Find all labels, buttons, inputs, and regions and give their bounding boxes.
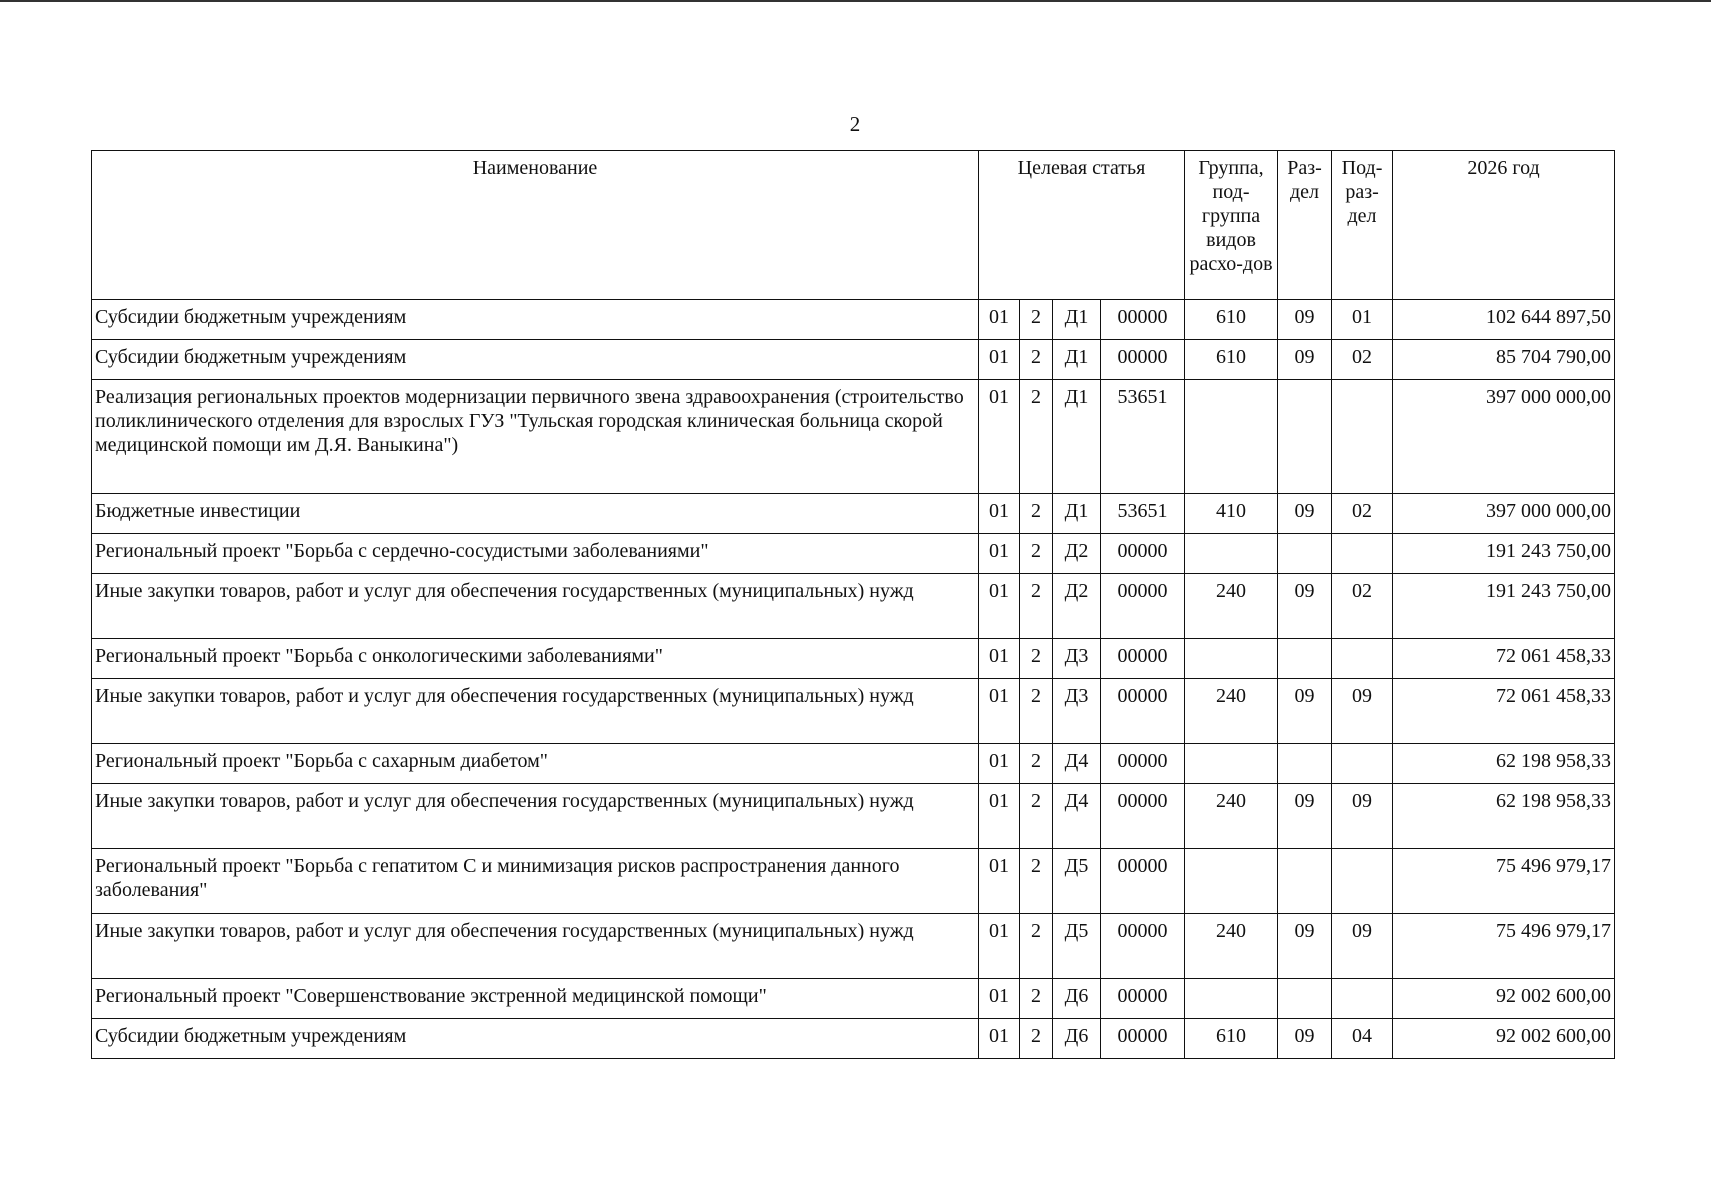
target-subprogram: 2 — [1020, 784, 1053, 849]
section: 09 — [1278, 1019, 1332, 1059]
subsection — [1332, 380, 1393, 494]
subsection: 09 — [1332, 914, 1393, 979]
target-direction: 00000 — [1101, 574, 1185, 639]
subsection: 02 — [1332, 574, 1393, 639]
expense-group — [1185, 849, 1278, 914]
target-program: 01 — [979, 914, 1020, 979]
expense-group: 240 — [1185, 784, 1278, 849]
target-project: Д4 — [1053, 784, 1101, 849]
section — [1278, 744, 1332, 784]
section: 09 — [1278, 340, 1332, 380]
section: 09 — [1278, 494, 1332, 534]
subsection: 09 — [1332, 784, 1393, 849]
page-number: 2 — [849, 112, 861, 136]
target-project: Д5 — [1053, 849, 1101, 914]
target-program: 01 — [979, 979, 1020, 1019]
expense-group: 240 — [1185, 574, 1278, 639]
table-header-row — [92, 151, 1615, 300]
target-project: Д1 — [1053, 340, 1101, 380]
amount-2026: 397 000 000,00 — [1393, 380, 1615, 494]
budget-table — [91, 150, 1615, 1059]
target-subprogram: 2 — [1020, 534, 1053, 574]
amount-2026: 72 061 458,33 — [1393, 679, 1615, 744]
row-name: Региональный проект "Борьба с гепатитом С и минимизация рисков распространения данного заболевания" — [92, 849, 979, 914]
header-group: Группа, под-группа видов расхо-дов — [1185, 151, 1278, 300]
target-direction: 00000 — [1101, 1019, 1185, 1059]
target-subprogram: 2 — [1020, 639, 1053, 679]
row-name: Региональный проект "Совершенствование экстренной медицинской помощи" — [92, 979, 979, 1019]
subsection — [1332, 639, 1393, 679]
amount-2026: 191 243 750,00 — [1393, 534, 1615, 574]
target-project: Д5 — [1053, 914, 1101, 979]
target-subprogram: 2 — [1020, 340, 1053, 380]
subsection — [1332, 979, 1393, 1019]
amount-2026: 85 704 790,00 — [1393, 340, 1615, 380]
target-subprogram: 2 — [1020, 679, 1053, 744]
target-direction: 00000 — [1101, 534, 1185, 574]
target-subprogram: 2 — [1020, 300, 1053, 340]
target-direction: 00000 — [1101, 679, 1185, 744]
amount-2026: 191 243 750,00 — [1393, 574, 1615, 639]
target-project: Д2 — [1053, 534, 1101, 574]
section — [1278, 849, 1332, 914]
amount-2026: 75 496 979,17 — [1393, 914, 1615, 979]
target-subprogram: 2 — [1020, 574, 1053, 639]
target-direction: 00000 — [1101, 639, 1185, 679]
expense-group: 610 — [1185, 1019, 1278, 1059]
target-program: 01 — [979, 574, 1020, 639]
section — [1278, 380, 1332, 494]
target-program: 01 — [979, 849, 1020, 914]
amount-2026: 72 061 458,33 — [1393, 639, 1615, 679]
target-direction: 00000 — [1101, 979, 1185, 1019]
target-subprogram: 2 — [1020, 744, 1053, 784]
target-program: 01 — [979, 639, 1020, 679]
row-name: Иные закупки товаров, работ и услуг для обеспечения государственных (муниципальных) нужд — [92, 574, 979, 639]
section: 09 — [1278, 300, 1332, 340]
target-program: 01 — [979, 784, 1020, 849]
expense-group — [1185, 639, 1278, 679]
target-program: 01 — [979, 494, 1020, 534]
row-name: Иные закупки товаров, работ и услуг для обеспечения государственных (муниципальных) нужд — [92, 784, 979, 849]
scan-top-border — [0, 0, 1711, 2]
target-direction: 53651 — [1101, 494, 1185, 534]
table-row — [92, 639, 1615, 679]
amount-2026: 102 644 897,50 — [1393, 300, 1615, 340]
table-row — [92, 914, 1615, 979]
target-program: 01 — [979, 300, 1020, 340]
target-program: 01 — [979, 1019, 1020, 1059]
amount-2026: 62 198 958,33 — [1393, 744, 1615, 784]
section: 09 — [1278, 574, 1332, 639]
row-name: Субсидии бюджетным учреждениям — [92, 300, 979, 340]
expense-group: 410 — [1185, 494, 1278, 534]
table-row — [92, 679, 1615, 744]
row-name: Субсидии бюджетным учреждениям — [92, 1019, 979, 1059]
target-direction: 00000 — [1101, 914, 1185, 979]
target-project: Д2 — [1053, 574, 1101, 639]
amount-2026: 75 496 979,17 — [1393, 849, 1615, 914]
section — [1278, 979, 1332, 1019]
target-project: Д3 — [1053, 679, 1101, 744]
target-project: Д3 — [1053, 639, 1101, 679]
target-project: Д4 — [1053, 744, 1101, 784]
expense-group — [1185, 979, 1278, 1019]
table-row — [92, 849, 1615, 914]
expense-group: 240 — [1185, 679, 1278, 744]
header-subsection: Под-раз-дел — [1332, 151, 1393, 300]
section: 09 — [1278, 679, 1332, 744]
amount-2026: 397 000 000,00 — [1393, 494, 1615, 534]
section: 09 — [1278, 914, 1332, 979]
amount-2026: 62 198 958,33 — [1393, 784, 1615, 849]
target-program: 01 — [979, 534, 1020, 574]
row-name: Региональный проект "Борьба с сахарным диабетом" — [92, 744, 979, 784]
target-project: Д1 — [1053, 300, 1101, 340]
table-row — [92, 784, 1615, 849]
target-subprogram: 2 — [1020, 849, 1053, 914]
target-program: 01 — [979, 679, 1020, 744]
expense-group — [1185, 380, 1278, 494]
target-direction: 53651 — [1101, 380, 1185, 494]
subsection — [1332, 849, 1393, 914]
header-name: Наименование — [92, 151, 979, 300]
table-row — [92, 534, 1615, 574]
table-row — [92, 494, 1615, 534]
expense-group — [1185, 744, 1278, 784]
amount-2026: 92 002 600,00 — [1393, 1019, 1615, 1059]
target-subprogram: 2 — [1020, 979, 1053, 1019]
table-row — [92, 979, 1615, 1019]
target-program: 01 — [979, 744, 1020, 784]
target-direction: 00000 — [1101, 849, 1185, 914]
table-row — [92, 574, 1615, 639]
expense-group: 240 — [1185, 914, 1278, 979]
target-program: 01 — [979, 380, 1020, 494]
row-name: Субсидии бюджетным учреждениям — [92, 340, 979, 380]
expense-group: 610 — [1185, 340, 1278, 380]
target-direction: 00000 — [1101, 340, 1185, 380]
row-name: Бюджетные инвестиции — [92, 494, 979, 534]
target-project: Д1 — [1053, 494, 1101, 534]
table-row — [92, 380, 1615, 494]
table-row — [92, 1019, 1615, 1059]
row-name: Региональный проект "Борьба с онкологическими заболеваниями" — [92, 639, 979, 679]
row-name: Реализация региональных проектов модернизации первичного звена здравоохранения (строительство поликлинического отделения для взрослых ГУЗ "Тульская городская клиническая больница скорой медицинской помощи им Д.Я. Ваныкина") — [92, 380, 979, 494]
table-row — [92, 744, 1615, 784]
subsection: 02 — [1332, 494, 1393, 534]
target-project: Д1 — [1053, 380, 1101, 494]
table-row — [92, 300, 1615, 340]
subsection — [1332, 744, 1393, 784]
target-project: Д6 — [1053, 1019, 1101, 1059]
target-direction: 00000 — [1101, 784, 1185, 849]
row-name: Региональный проект "Борьба с сердечно-сосудистыми заболеваниями" — [92, 534, 979, 574]
header-year: 2026 год — [1393, 151, 1615, 300]
amount-2026: 92 002 600,00 — [1393, 979, 1615, 1019]
section — [1278, 534, 1332, 574]
section — [1278, 639, 1332, 679]
header-section: Раз-дел — [1278, 151, 1332, 300]
target-program: 01 — [979, 340, 1020, 380]
subsection: 02 — [1332, 340, 1393, 380]
section: 09 — [1278, 784, 1332, 849]
header-target: Целевая статья — [979, 151, 1185, 300]
target-subprogram: 2 — [1020, 494, 1053, 534]
table-row — [92, 340, 1615, 380]
subsection: 01 — [1332, 300, 1393, 340]
row-name: Иные закупки товаров, работ и услуг для обеспечения государственных (муниципальных) нужд — [92, 914, 979, 979]
target-subprogram: 2 — [1020, 1019, 1053, 1059]
target-direction: 00000 — [1101, 744, 1185, 784]
expense-group — [1185, 534, 1278, 574]
subsection: 04 — [1332, 1019, 1393, 1059]
target-project: Д6 — [1053, 979, 1101, 1019]
subsection — [1332, 534, 1393, 574]
target-subprogram: 2 — [1020, 380, 1053, 494]
row-name: Иные закупки товаров, работ и услуг для обеспечения государственных (муниципальных) нужд — [92, 679, 979, 744]
target-subprogram: 2 — [1020, 914, 1053, 979]
target-direction: 00000 — [1101, 300, 1185, 340]
subsection: 09 — [1332, 679, 1393, 744]
expense-group: 610 — [1185, 300, 1278, 340]
